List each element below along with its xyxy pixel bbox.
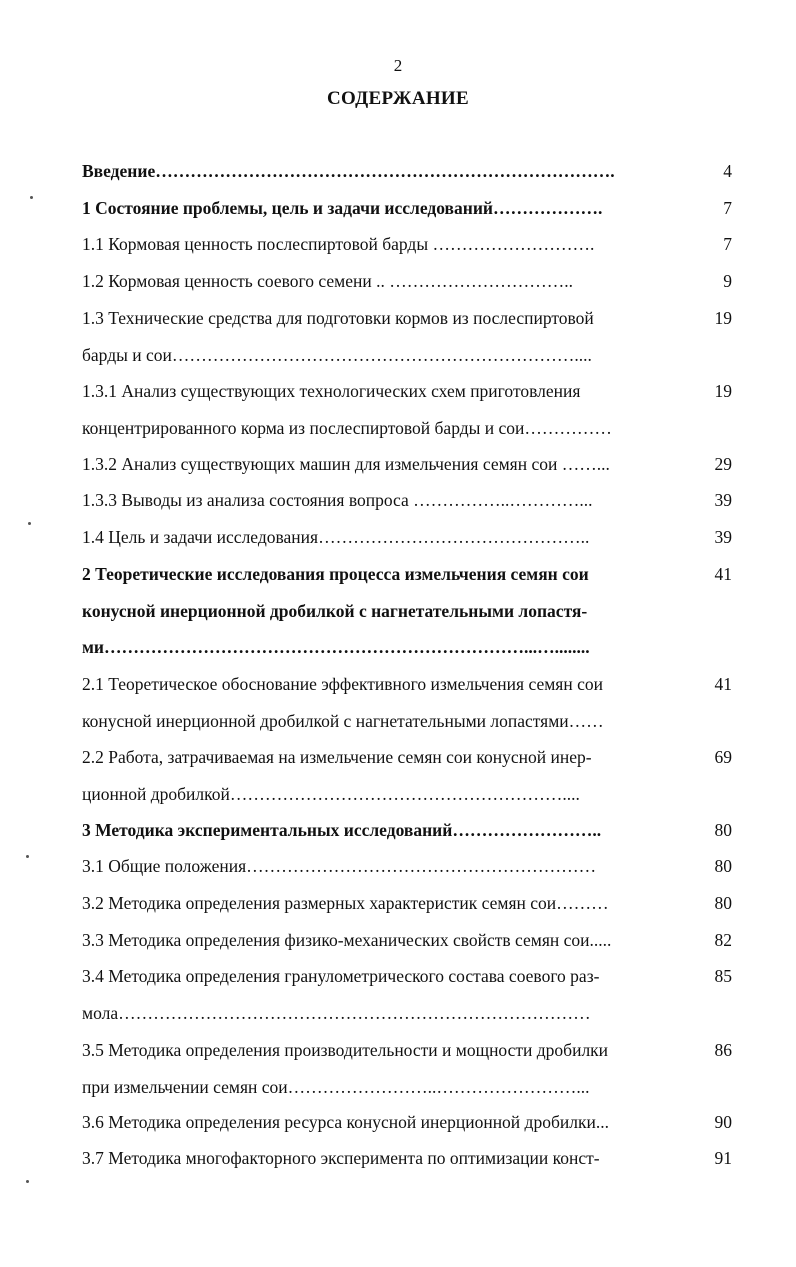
toc-page-number: 7 — [723, 234, 732, 254]
scan-speck — [26, 855, 29, 858]
toc-entry-line: конусной инерционной дробилкой с нагнетательными лопастями…… — [82, 710, 604, 731]
toc-entry-line: ми………………………………………………………………...…........ — [82, 637, 590, 658]
toc-entry-line: Введение……………………………………………………………………. — [82, 161, 615, 181]
toc-entry-line: ционной дробилкой………………………………………………….... — [82, 783, 580, 804]
toc-page-number: 41 — [714, 674, 732, 694]
toc-entry-line: 2.2 Работа, затрачиваемая на измельчение семян сои конусной инер- — [82, 747, 592, 767]
toc-entry-line: 3.4 Методика определения гранулометрического состава соевого раз- — [82, 966, 600, 986]
toc-page-number: 41 — [714, 564, 732, 584]
toc-page-number: 69 — [714, 747, 732, 767]
toc-entry-line: при измельчении семян сои……………………..……………………... — [82, 1076, 590, 1097]
toc-page-number: 80 — [714, 856, 732, 876]
toc-page-number: 85 — [714, 966, 732, 986]
toc-entry-line: 2 Теоретические исследования процесса измельчения семян сои — [82, 564, 589, 584]
toc-entry-line: 1.3.1 Анализ существующих технологических схем приготовления — [82, 381, 581, 401]
toc-entry-line: мола……………………………………………………………………… — [82, 1002, 591, 1023]
toc-entry-line: 3.3 Методика определения физико-механических свойств семян сои..... — [82, 930, 612, 950]
toc-entry-line: 1.3.3 Выводы из анализа состояния вопроса ……………..…………... — [82, 490, 593, 510]
toc-entry-line: 1 Состояние проблемы, цель и задачи исследований………………. — [82, 198, 603, 218]
toc-entry-line: концентрированного корма из послеспиртовой барды и сои…………… — [82, 417, 612, 438]
toc-entry-line: 3.6 Методика определения ресурса конусной инерционной дробилки... — [82, 1112, 609, 1132]
toc-page-number: 39 — [714, 527, 732, 547]
page-title: СОДЕРЖАНИЕ — [327, 88, 469, 109]
toc-page-number: 4 — [723, 161, 732, 181]
toc-page-number: 39 — [714, 490, 732, 510]
toc-page-number: 29 — [714, 454, 732, 474]
toc-entry-line: 3.2 Методика определения размерных характеристик семян сои……… — [82, 893, 609, 913]
page-number: 2 — [393, 56, 403, 75]
toc-page-number: 19 — [714, 381, 732, 401]
scan-speck — [26, 1180, 29, 1183]
toc-entry-line: 1.3.2 Анализ существующих машин для измельчения семян сои ……... — [82, 454, 610, 474]
toc-entry-line: 1.4 Цель и задачи исследования……………………………………….. — [82, 527, 590, 547]
scan-speck — [30, 196, 33, 199]
toc-entry-line: 3.5 Методика определения производительности и мощности дробилки — [82, 1040, 609, 1060]
toc-entry-line: барды и сои…………………………………………………………….... — [82, 344, 592, 365]
toc-page-number: 19 — [714, 308, 732, 328]
toc-page-number: 80 — [714, 820, 732, 840]
toc-entry-line: 1.3 Технические средства для подготовки кормов из послеспиртовой — [82, 308, 594, 328]
toc-page-number: 80 — [714, 893, 732, 913]
toc-entry-line: 1.2 Кормовая ценность соевого семени .. ………………………….. — [82, 271, 573, 291]
scan-speck — [28, 522, 31, 525]
toc-page-number: 82 — [714, 930, 732, 950]
toc-page-number: 90 — [714, 1112, 732, 1132]
toc-page-number: 9 — [723, 271, 732, 291]
toc-page-number: 7 — [723, 198, 732, 218]
toc-entry-line: 3.7 Методика многофакторного эксперимента по оптимизации конст- — [82, 1148, 600, 1168]
toc-entry-line: конусной инерционной дробилкой с нагнетательными лопастя- — [82, 600, 588, 621]
toc-entry-line: 2.1 Теоретическое обоснование эффективного измельчения семян сои — [82, 674, 603, 694]
toc-entry-line: 3 Методика экспериментальных исследований…………………….. — [82, 820, 602, 840]
toc-entry-line: 3.1 Общие положения…………………………………………………… — [82, 856, 597, 876]
toc-page-number: 91 — [714, 1148, 732, 1168]
toc-entry-line: 1.1 Кормовая ценность послеспиртовой барды ………………………. — [82, 234, 595, 254]
toc-page-number: 86 — [714, 1040, 732, 1060]
